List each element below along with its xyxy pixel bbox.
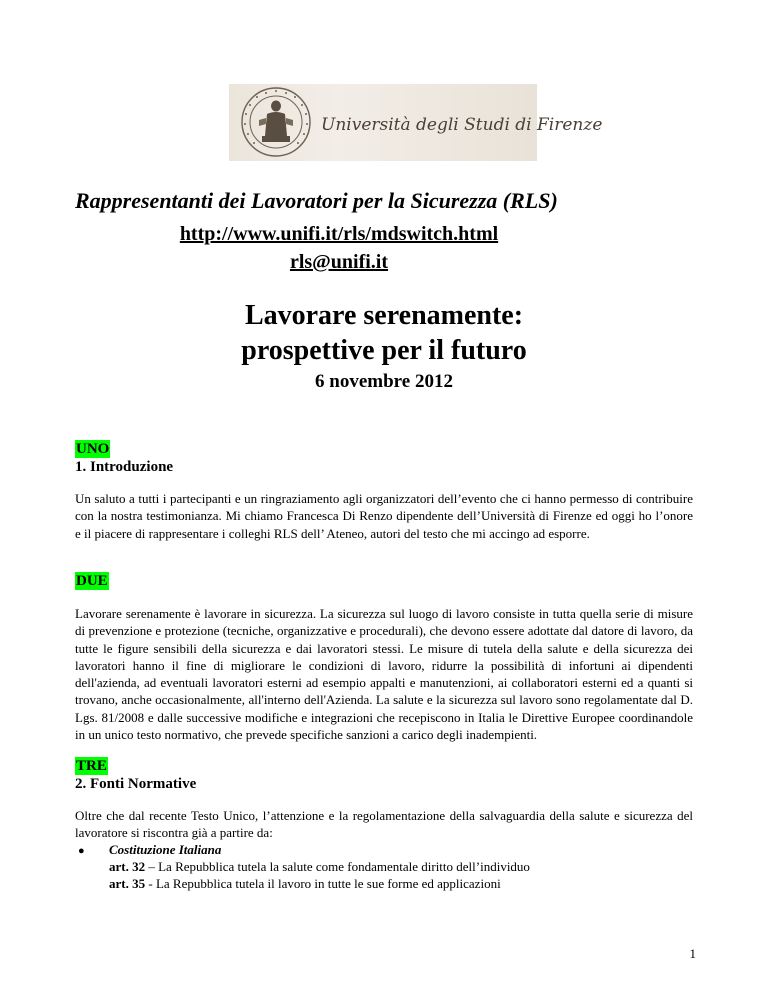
rls-title: Rappresentanti dei Lavoratori per la Sicurezza (RLS): [75, 188, 558, 213]
document-date: 6 novembre 2012: [315, 371, 453, 392]
bullet-title: Costituzione Italiana: [109, 842, 222, 857]
section-marker-due: DUE: [76, 573, 108, 589]
bullet-icon: ●: [78, 845, 85, 857]
document-title-line-1: Lavorare serenamente:: [244, 300, 524, 331]
university-seal-icon: [229, 84, 603, 161]
document-title-line-2: prospettive per il futuro: [241, 335, 527, 366]
article-text: – La Repubblica tutela la salute come fondamentale diritto dell’individuo: [145, 859, 530, 874]
article-line: [109, 858, 719, 875]
paragraph-fonti-normative: Oltre che dal recente Testo Unico, l’attenzione e la regolamentazione della salvaguardia della salute e sicurezza del lavoratore si riscontra già a partire da:: [75, 808, 693, 841]
section-heading-introduzione: 1. Introduzione: [75, 459, 174, 475]
section-marker-uno: UNO: [76, 441, 110, 457]
rls-website-link[interactable]: http://www.unifi.it/rls/mdswitch.html: [179, 223, 499, 245]
article-label: art. 32: [109, 859, 146, 874]
article-text: - La Repubblica tutela il lavoro in tutte le sue forme ed applicazioni: [145, 876, 501, 891]
page-number: 1: [689, 946, 696, 961]
paragraph-introduzione: Un saluto a tutti i partecipanti e un ringraziamento agli organizzatori dell’evento che ci hanno permesso di contribuire con la nostra testimonianza. Mi chiamo Francesca Di Renzo dipendente dell’Università di Firenze ed oggi ho l’onore e il piacere di rappresentare i colleghi RLS dell’ Ateneo, autori del testo che mi accingo ad esporre.: [75, 491, 693, 541]
svg-text:Università degli Studi di Fire: Università degli Studi di Firenze: [321, 115, 603, 135]
paragraph-sicurezza: Lavorare serenamente è lavorare in sicurezza. La sicurezza sul luogo di lavoro consiste in tutta quella serie di misure di prevenzione e protezione (tecniche, organizzative e procedurali), che devono essere adottate dal datore di lavoro, da tutte le figure sensibili della sicurezza e dai lavoratori stessi. Le misure di tutela della salute e della sicurezza dei lavoratori hanno il fine di migliorare le condizioni di lavoro, ridurre la possibilità di infortuni ai dipendenti dell'azienda, ad eventuali lavoratori esterni ad esempio appalti e manutenzioni, ai collaboratori esterni ed a quanti si trovano, anche occasionalmente, all'interno dell'Azienda. La salute e la sicurezza sul lavoro sono regolamentate dal D. Lgs. 81/2008 e dalle successive modifiche e integrazioni che recepiscono in Italia le Direttive Europee coordinandole in un unico testo normativo, che prevede specifiche sanzioni a carico degli inadempienti.: [75, 606, 693, 743]
article-label: art. 35: [109, 876, 146, 891]
section-heading-fonti-normative: 2. Fonti Normative: [75, 776, 197, 792]
section-marker-tre: TRE: [76, 758, 107, 774]
bullet-list: [75, 841, 715, 893]
bullet-body: [109, 841, 719, 892]
list-item: [75, 841, 715, 893]
rls-email-link[interactable]: rls@unifi.it: [289, 251, 389, 273]
university-logo: [229, 84, 603, 161]
article-line: [109, 875, 719, 892]
